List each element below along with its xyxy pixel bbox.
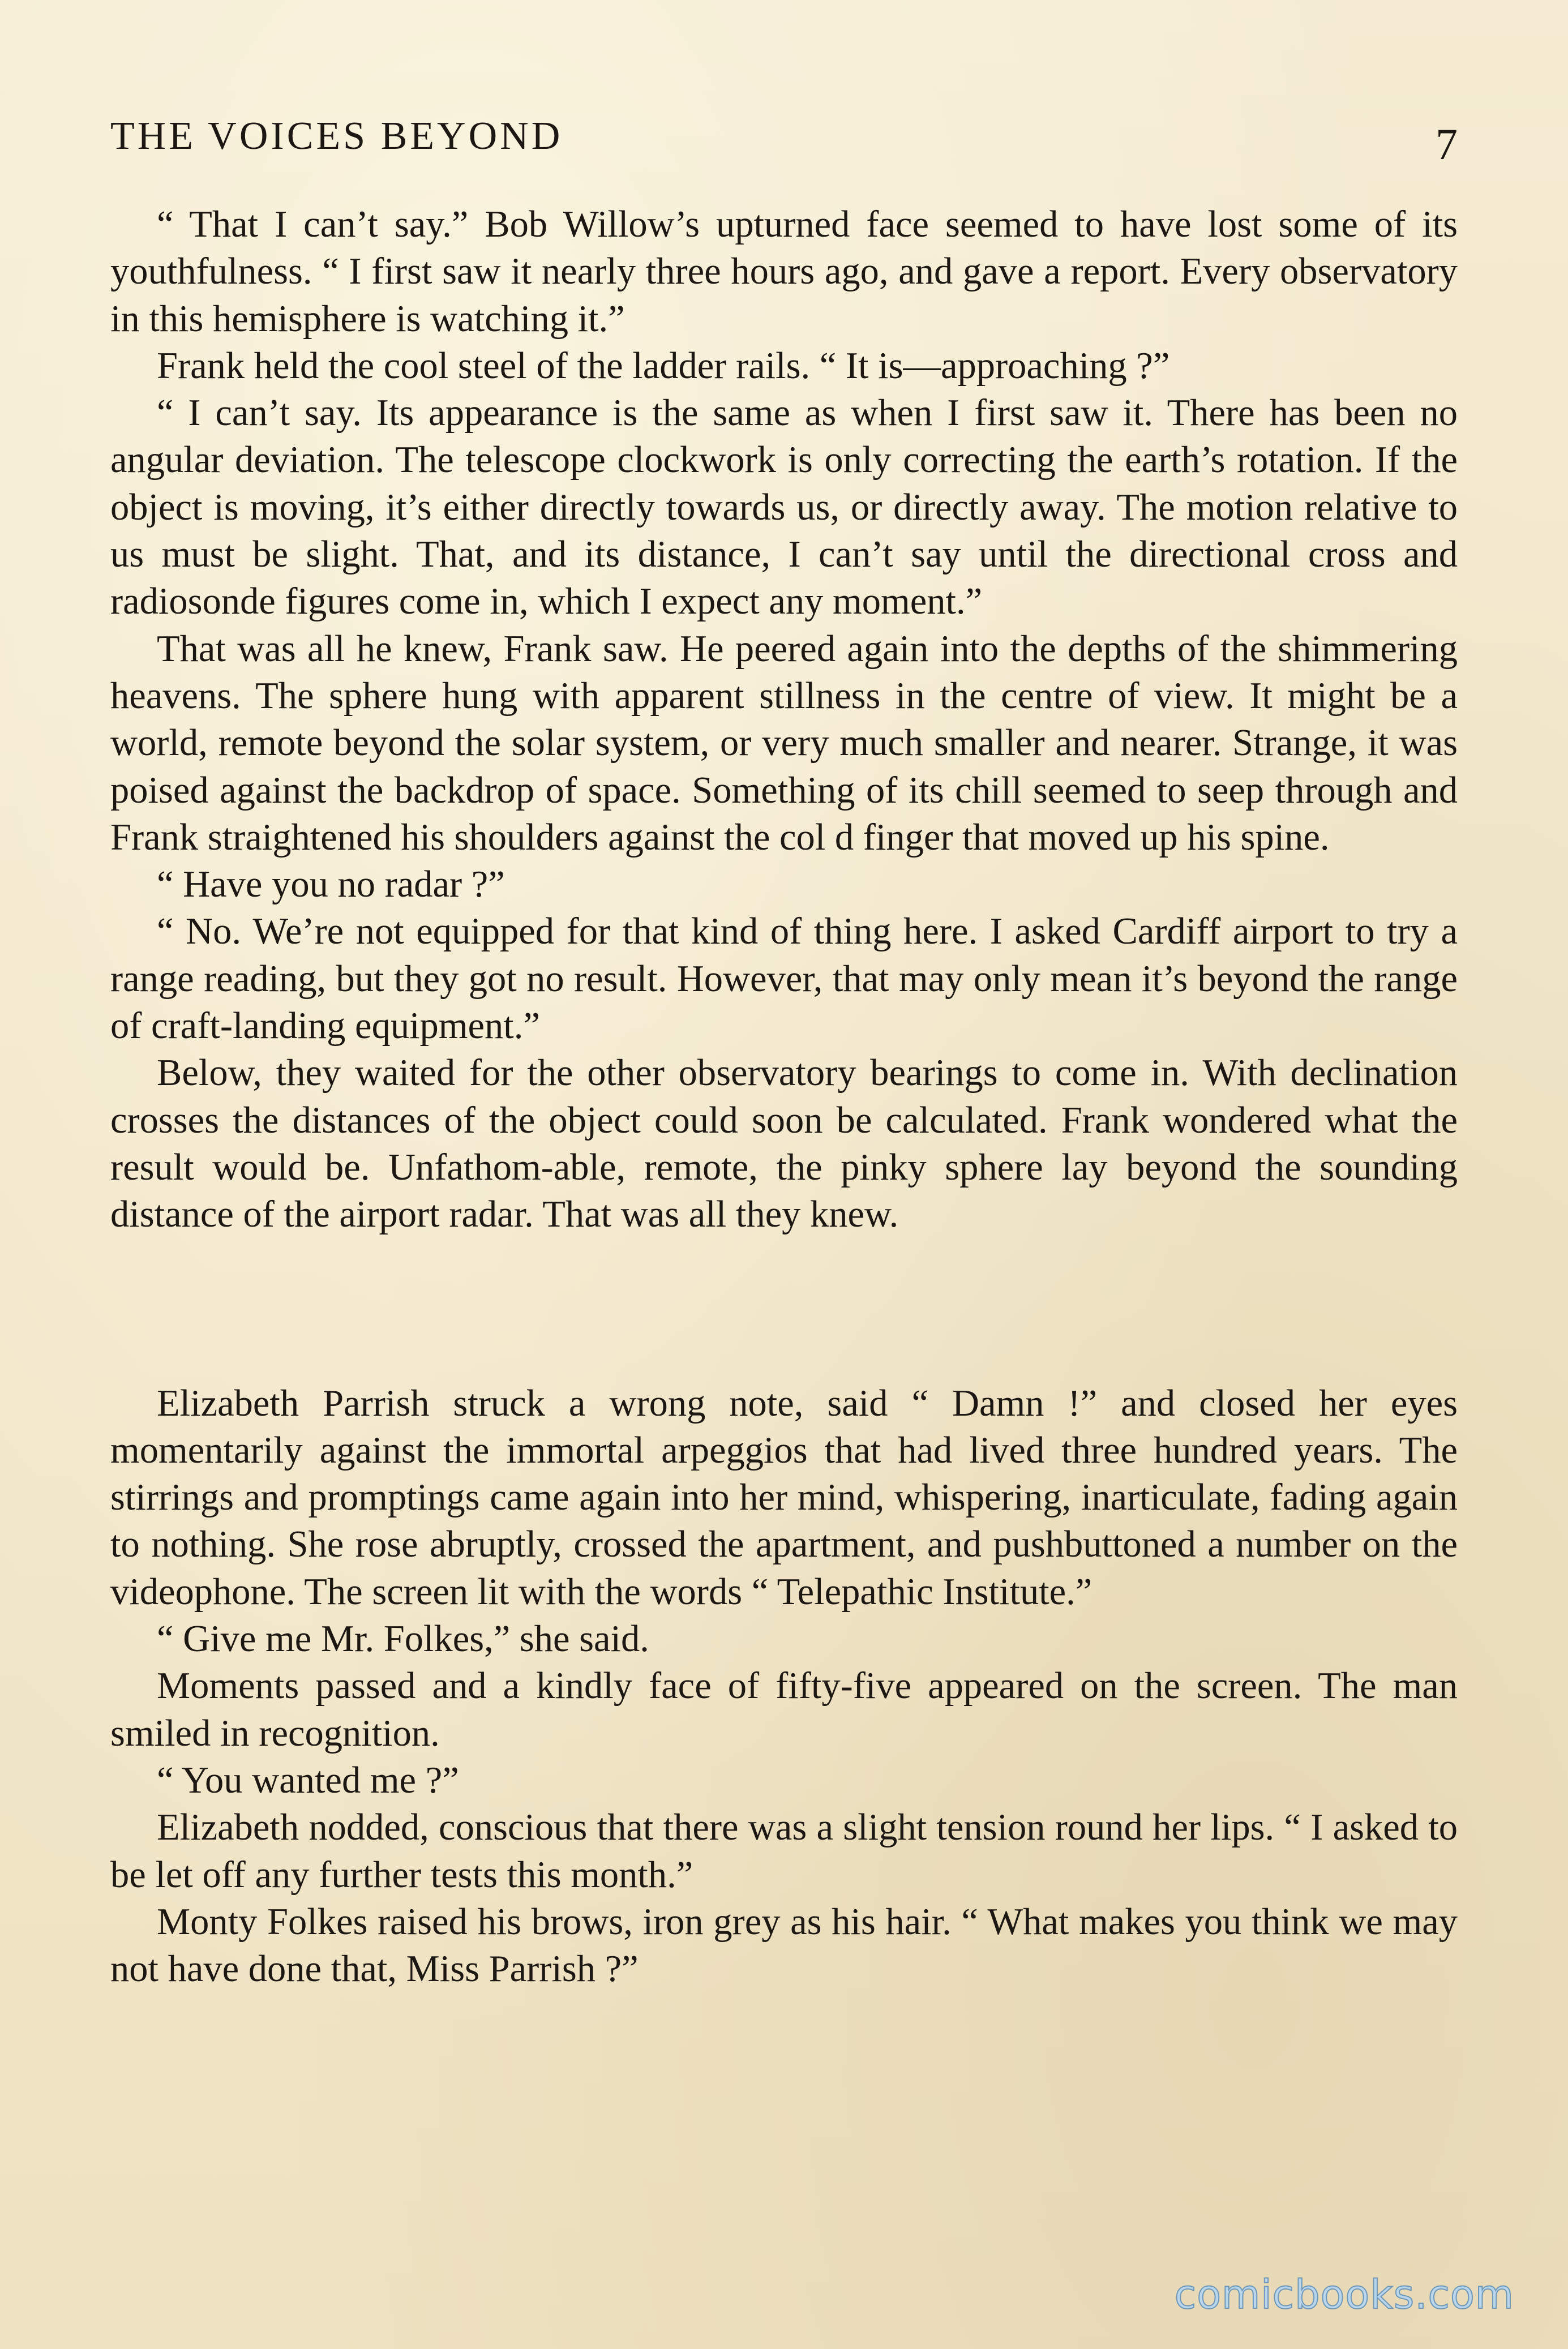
section-break: [110, 1238, 1458, 1380]
paragraph: “ Have you no radar ?”: [157, 864, 505, 906]
watermark: comicbooks.com: [1174, 2271, 1514, 2318]
running-title: THE VOICES BEYOND: [110, 114, 563, 158]
paragraph: “ I can’t say. Its appearance is the same as when I first saw it. There has been no angular deviation. The telescope clockwork is only correcting the earth’s rotation. If the object is moving, it’s either directly towards us, or directly away. The motion relative to us must be slight. That, and its distance, I can’t say until the directional cross and radiosonde figures come in, which I expect any moment.”: [110, 392, 1458, 623]
paragraph: “ No. We’re not equipped for that kind of thing here. I asked Cardiff airport to try a range reading, but they got no result. However, that may only mean it’s beyond the range of craft-landing equipment.”: [110, 911, 1458, 1047]
paragraph: That was all he knew, Frank saw. He peered again into the depths of the shimmering heavens. The sphere hung with apparent stillness in the centre of view. It might be a world, remote beyond the solar system, or very much smaller and nearer. Strange, it was poised against the backdrop of space. Something of its chill seemed to seep through and Frank straightened his shoulders against the col d finger that moved up his spine.: [110, 628, 1458, 858]
paragraph: Moments passed and a kindly face of fifty-five appeared on the screen. The man smiled in recognition.: [110, 1665, 1458, 1754]
paragraph: Below, they waited for the other observatory bearings to come in. With declination crosses the distances of the object could soon be calculated. Frank wondered what the result would be. Unfathom-able, remote, the pinky sphere lay beyond the sounding distance of the airport radar. That was all they knew.: [110, 1052, 1458, 1236]
paragraph: “ That I can’t say.” Bob Willow’s upturned face seemed to have lost some of its youthfulness. “ I first saw it nearly three hours ago, and gave a report. Every observatory in this hemisphere is watching it.”: [110, 204, 1458, 340]
paragraph: Monty Folkes raised his brows, iron grey as his hair. “ What makes you think we may not have done that, Miss Parrish ?”: [110, 1901, 1458, 1990]
section-observatory: [110, 201, 1458, 1238]
paragraph: Frank held the cool steel of the ladder rails. “ It is—approaching ?”: [157, 345, 1170, 387]
section-elizabeth: [110, 1380, 1458, 1993]
paragraph: Elizabeth nodded, conscious that there was a slight tension round her lips. “ I asked to be let off any further tests this month.”: [110, 1807, 1458, 1896]
paragraph: “ Give me Mr. Folkes,” she said.: [157, 1618, 649, 1660]
paragraph: “ You wanted me ?”: [157, 1759, 459, 1801]
body-text: [110, 201, 1458, 1992]
page-header: [110, 105, 1458, 168]
paragraph: Elizabeth Parrish struck a wrong note, said “ Damn !” and closed her eyes momentarily against the immortal arpeggios that had lived three hundred years. The stirrings and promptings came again into her mind, whispering, inarticulate, fading again to nothing. She rose abruptly, crossed the apartment, and pushbuttoned a number on the videophone. The screen lit with the words “ Telepathic Institute.”: [110, 1382, 1458, 1613]
page-number: 7: [1436, 119, 1458, 169]
